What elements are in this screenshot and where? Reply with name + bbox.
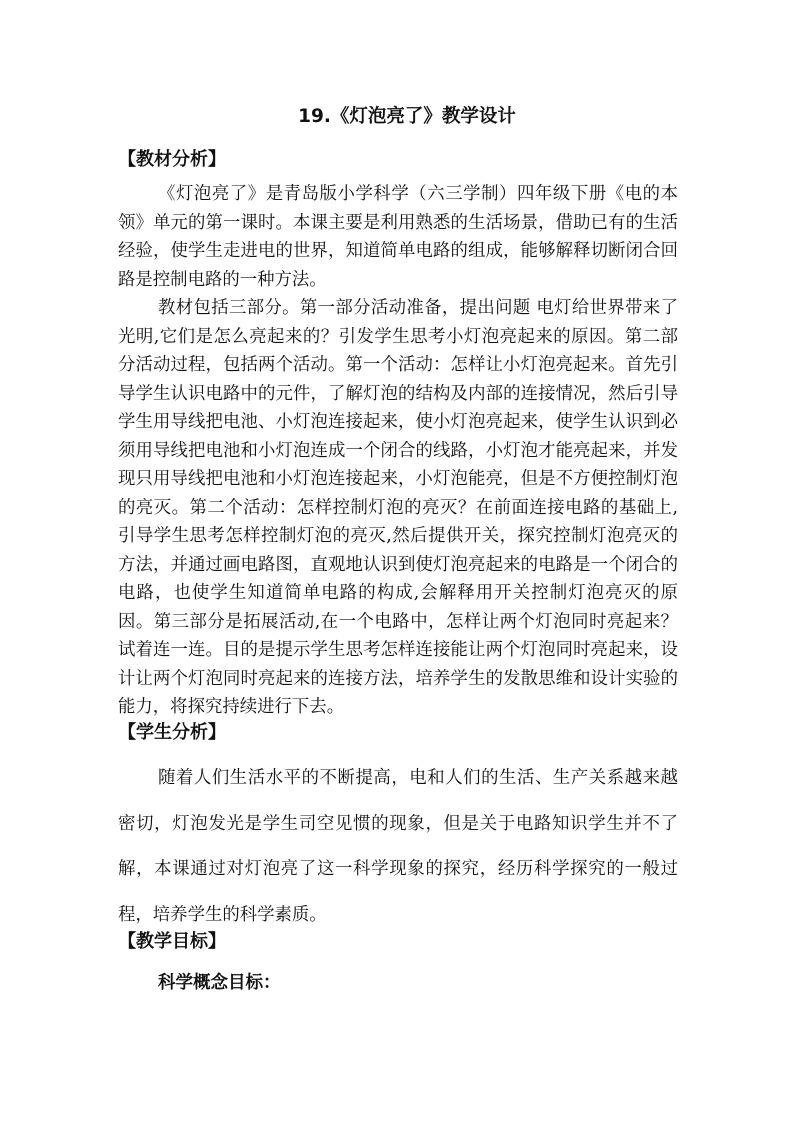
subheading-science-concept-goals: 科学概念目标： — [158, 973, 281, 993]
paragraph-textbook-structure: 教材包括三部分。第一部分活动准备，提出问题 电灯给世界带来了光明,它们是怎么亮起来的？引发学生思考小灯泡亮起来的原因。第二部分活动过程，包括两个活动。第一个活动：怎样让小灯泡亮起来。首先引导学生认识电路中的元件，了解灯泡的结构及内部的连接情况，然后引导学生用导线把电池、小灯泡连接起来，使小灯泡亮起来，使学生认识到必须用导线把电池和小灯泡连成一个闭合的线路，小灯泡才能亮起来，并发现只用导线把电池和小灯泡连接起来，小灯泡能亮，但是不方便控制灯泡的亮灭。第二个活动：怎样控制灯泡的亮灭？在前面连接电路的基础上,引导学生思考怎样控制灯泡的亮灭,然后提供开关，探究控制灯泡亮灭的方法，并通过画电路图，直观地认识到使灯泡亮起来的电路是一个闭合的电路，也使学生知道简单电路的构成,会解释用开关控制灯泡亮灭的原因。第三部分是拓展活动,在一个电路中，怎样让两个灯泡同时亮起来？试着连一连。目的是提示学生思考怎样连接能让两个灯泡同时亮起来，设计让两个灯泡同时亮起来的连接方法，培养学生的发散思维和设计实验的能力，将探究持续进行下去。 — [118, 298, 679, 717]
section-heading-teaching-objectives: 【教学目标】 — [118, 931, 226, 952]
paragraph-textbook-overview: 《灯泡亮了》是青岛版小学科学（六三学制）四年级下册《电的本领》单元的第一课时。本课主要是利用熟悉的生活场景，借助已有的生活经验，使学生走进电的世界，知道简单电路的组成，能够解释切断闭合回路是控制电路的一种方法。 — [118, 184, 678, 290]
section-heading-textbook-analysis: 【教材分析】 — [118, 149, 226, 170]
paragraph-student-analysis: 随着人们生活水平的不断提高，电和人们的生活、生产关系越来越密切，灯泡发光是学生司空见惯的现象，但是关于电路知识学生并不了解，本课通过对灯泡亮了这一科学现象的探究，经历科学探究的一般过程，培养学生的科学素质。 — [118, 768, 678, 925]
section-heading-student-analysis: 【学生分析】 — [118, 722, 226, 743]
document-title: 19.《灯泡亮了》教学设计 — [298, 106, 516, 127]
